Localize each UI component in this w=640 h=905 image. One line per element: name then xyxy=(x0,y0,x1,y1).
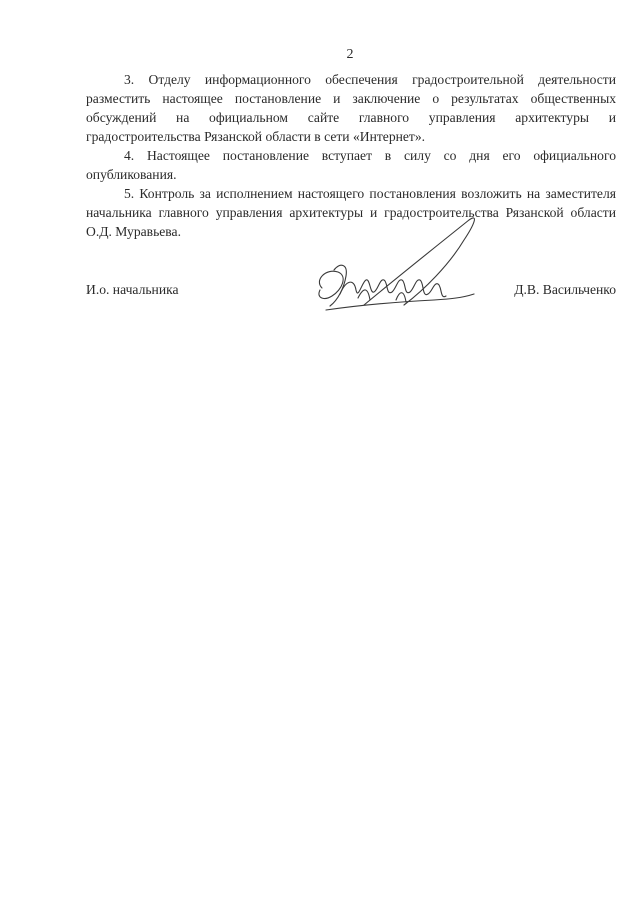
signature-block xyxy=(86,270,616,350)
paragraph-3: 3. Отделу информационного обеспечения градостроительной деятельности разместить настоящее постановление и заключение о результатах общественных обсуждений на официальном сайте главного управления архитектуры и градостроительства Рязанской области в сети «Интернет». xyxy=(86,72,616,144)
page-number: 2 xyxy=(346,47,354,62)
paragraph-4: 4. Настоящее постановление вступает в силу со дня его официального опубликования. xyxy=(86,148,616,182)
handwritten-signature xyxy=(304,210,484,330)
paragraph-5: 5. Контроль за исполнением настоящего постановления возложить на заместителя начальника главного управления архитектуры и градостроительства Рязанской области О.Д. Муравьева. xyxy=(86,186,616,239)
signatory-name: Д.В. Васильченко xyxy=(514,282,616,297)
signatory-position: И.о. начальника xyxy=(86,282,179,297)
